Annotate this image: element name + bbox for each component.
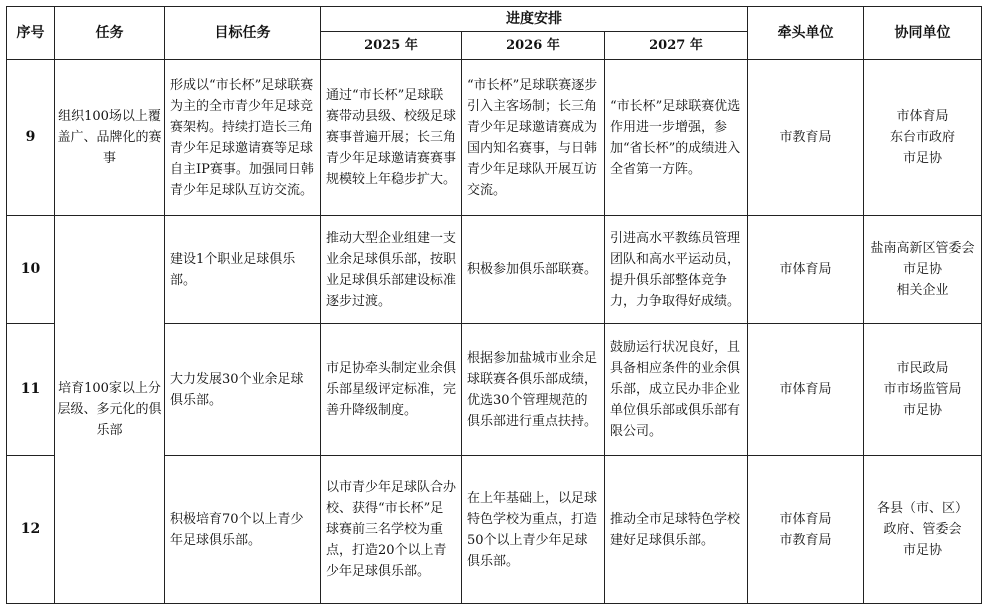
goal-cell: 建设1个职业足球俱乐部。 (165, 216, 321, 324)
lead-unit-cell (748, 216, 864, 324)
coop-unit: 市足协 (902, 543, 942, 558)
header-index: 序号 (7, 7, 55, 60)
header-year-2026: 2026 年 (462, 32, 605, 60)
task-cell: 组织100场以上覆盖广、品牌化的赛事 (55, 60, 165, 216)
plan-table (6, 6, 982, 604)
progress-2027-cell: 推动全市足球特色学校建好足球俱乐部。 (605, 456, 748, 604)
coop-unit: 各县（市、区） (876, 501, 968, 516)
coop-unit: 政府、管委会 (883, 522, 962, 537)
table-row (7, 216, 982, 324)
coop-unit-cell (864, 324, 982, 456)
lead-unit-cell (748, 60, 864, 216)
task-cell: 培育100家以上分层级、多元化的俱乐部 (55, 216, 165, 604)
progress-2027-cell: 引进高水平教练员管理团队和高水平运动员，提升俱乐部整体竞争力，力争取得好成绩。 (605, 216, 748, 324)
lead-unit: 市教育局 (779, 532, 832, 548)
row-index: 9 (7, 60, 55, 216)
header-year-2027: 2027 年 (605, 32, 748, 60)
coop-unit: 市足协 (902, 403, 942, 418)
lead-unit-cell (748, 456, 864, 604)
header-goal: 目标任务 (165, 7, 321, 60)
lead-unit: 市教育局 (779, 130, 832, 145)
coop-unit: 市体育局 (896, 109, 949, 124)
row-index: 11 (7, 324, 55, 456)
progress-2026-cell: 积极参加俱乐部联赛。 (462, 216, 605, 324)
coop-unit: 盐南高新区管委会 (870, 241, 975, 256)
lead-unit-cell (748, 324, 864, 456)
progress-2025-cell: 通过“市长杯”足球联赛带动县级、校级足球赛事普遍开展；长三角青少年足球邀请赛赛事规模较上年稳步扩大。 (321, 60, 462, 216)
coop-unit-cell (864, 456, 982, 604)
lead-unit: 市体育局 (779, 511, 832, 527)
header-year-2025: 2025 年 (321, 32, 462, 60)
progress-2025-cell: 以市青少年足球队合办校、获得“市长杯”足球赛前三名学校为重点，打造20个以上青少年足球俱乐部。 (321, 456, 462, 604)
progress-2025-cell: 推动大型企业组建一支业余足球俱乐部，按职业足球俱乐部建设标准逐步过渡。 (321, 216, 462, 324)
progress-2026-cell: 在上年基础上，以足球特色学校为重点，打造50个以上青少年足球俱乐部。 (462, 456, 605, 604)
row-index: 12 (7, 456, 55, 604)
goal-cell: 积极培育70个以上青少年足球俱乐部。 (165, 456, 321, 604)
header-task: 任务 (55, 7, 165, 60)
progress-2025-cell: 市足协牵头制定业余俱乐部星级评定标准，完善升降级制度。 (321, 324, 462, 456)
coop-unit: 市市场监管局 (883, 382, 962, 397)
lead-unit: 市体育局 (779, 382, 832, 397)
goal-cell: 大力发展30个业余足球俱乐部。 (165, 324, 321, 456)
coop-unit-cell (864, 60, 982, 216)
goal-cell: 形成以“市长杯”足球联赛为主的全市青少年足球竞赛架构。持续打造长三角青少年足球邀请赛等足球自主IP赛事。加强同日韩青少年足球队互访交流。 (165, 60, 321, 216)
coop-unit-cell (864, 216, 982, 324)
progress-2027-cell: 鼓励运行状况良好，且具备相应条件的业余俱乐部，成立民办非企业单位俱乐部或俱乐部有限公司。 (605, 324, 748, 456)
coop-unit: 相关企业 (896, 283, 949, 298)
coop-unit: 市足协 (902, 151, 942, 166)
coop-unit: 市民政局 (896, 361, 949, 376)
header-row (7, 7, 982, 32)
coop-unit: 东台市政府 (889, 130, 955, 145)
lead-unit: 市体育局 (779, 262, 832, 277)
header-progress: 进度安排 (321, 7, 748, 32)
progress-2026-cell: “市长杯”足球联赛逐步引入主客场制；长三角青少年足球邀请赛成为国内知名赛事，与日韩青少年足球队开展互访交流。 (462, 60, 605, 216)
table-row (7, 60, 982, 216)
header-coop-unit: 协同单位 (864, 7, 982, 60)
header-lead-unit: 牵头单位 (748, 7, 864, 60)
progress-2027-cell: “市长杯”足球联赛优选作用进一步增强，参加“省长杯”的成绩进入全省第一方阵。 (605, 60, 748, 216)
row-index: 10 (7, 216, 55, 324)
coop-unit: 市足协 (902, 262, 942, 277)
progress-2026-cell: 根据参加盐城市业余足球联赛各俱乐部成绩，优选30个管理规范的俱乐部进行重点扶持。 (462, 324, 605, 456)
